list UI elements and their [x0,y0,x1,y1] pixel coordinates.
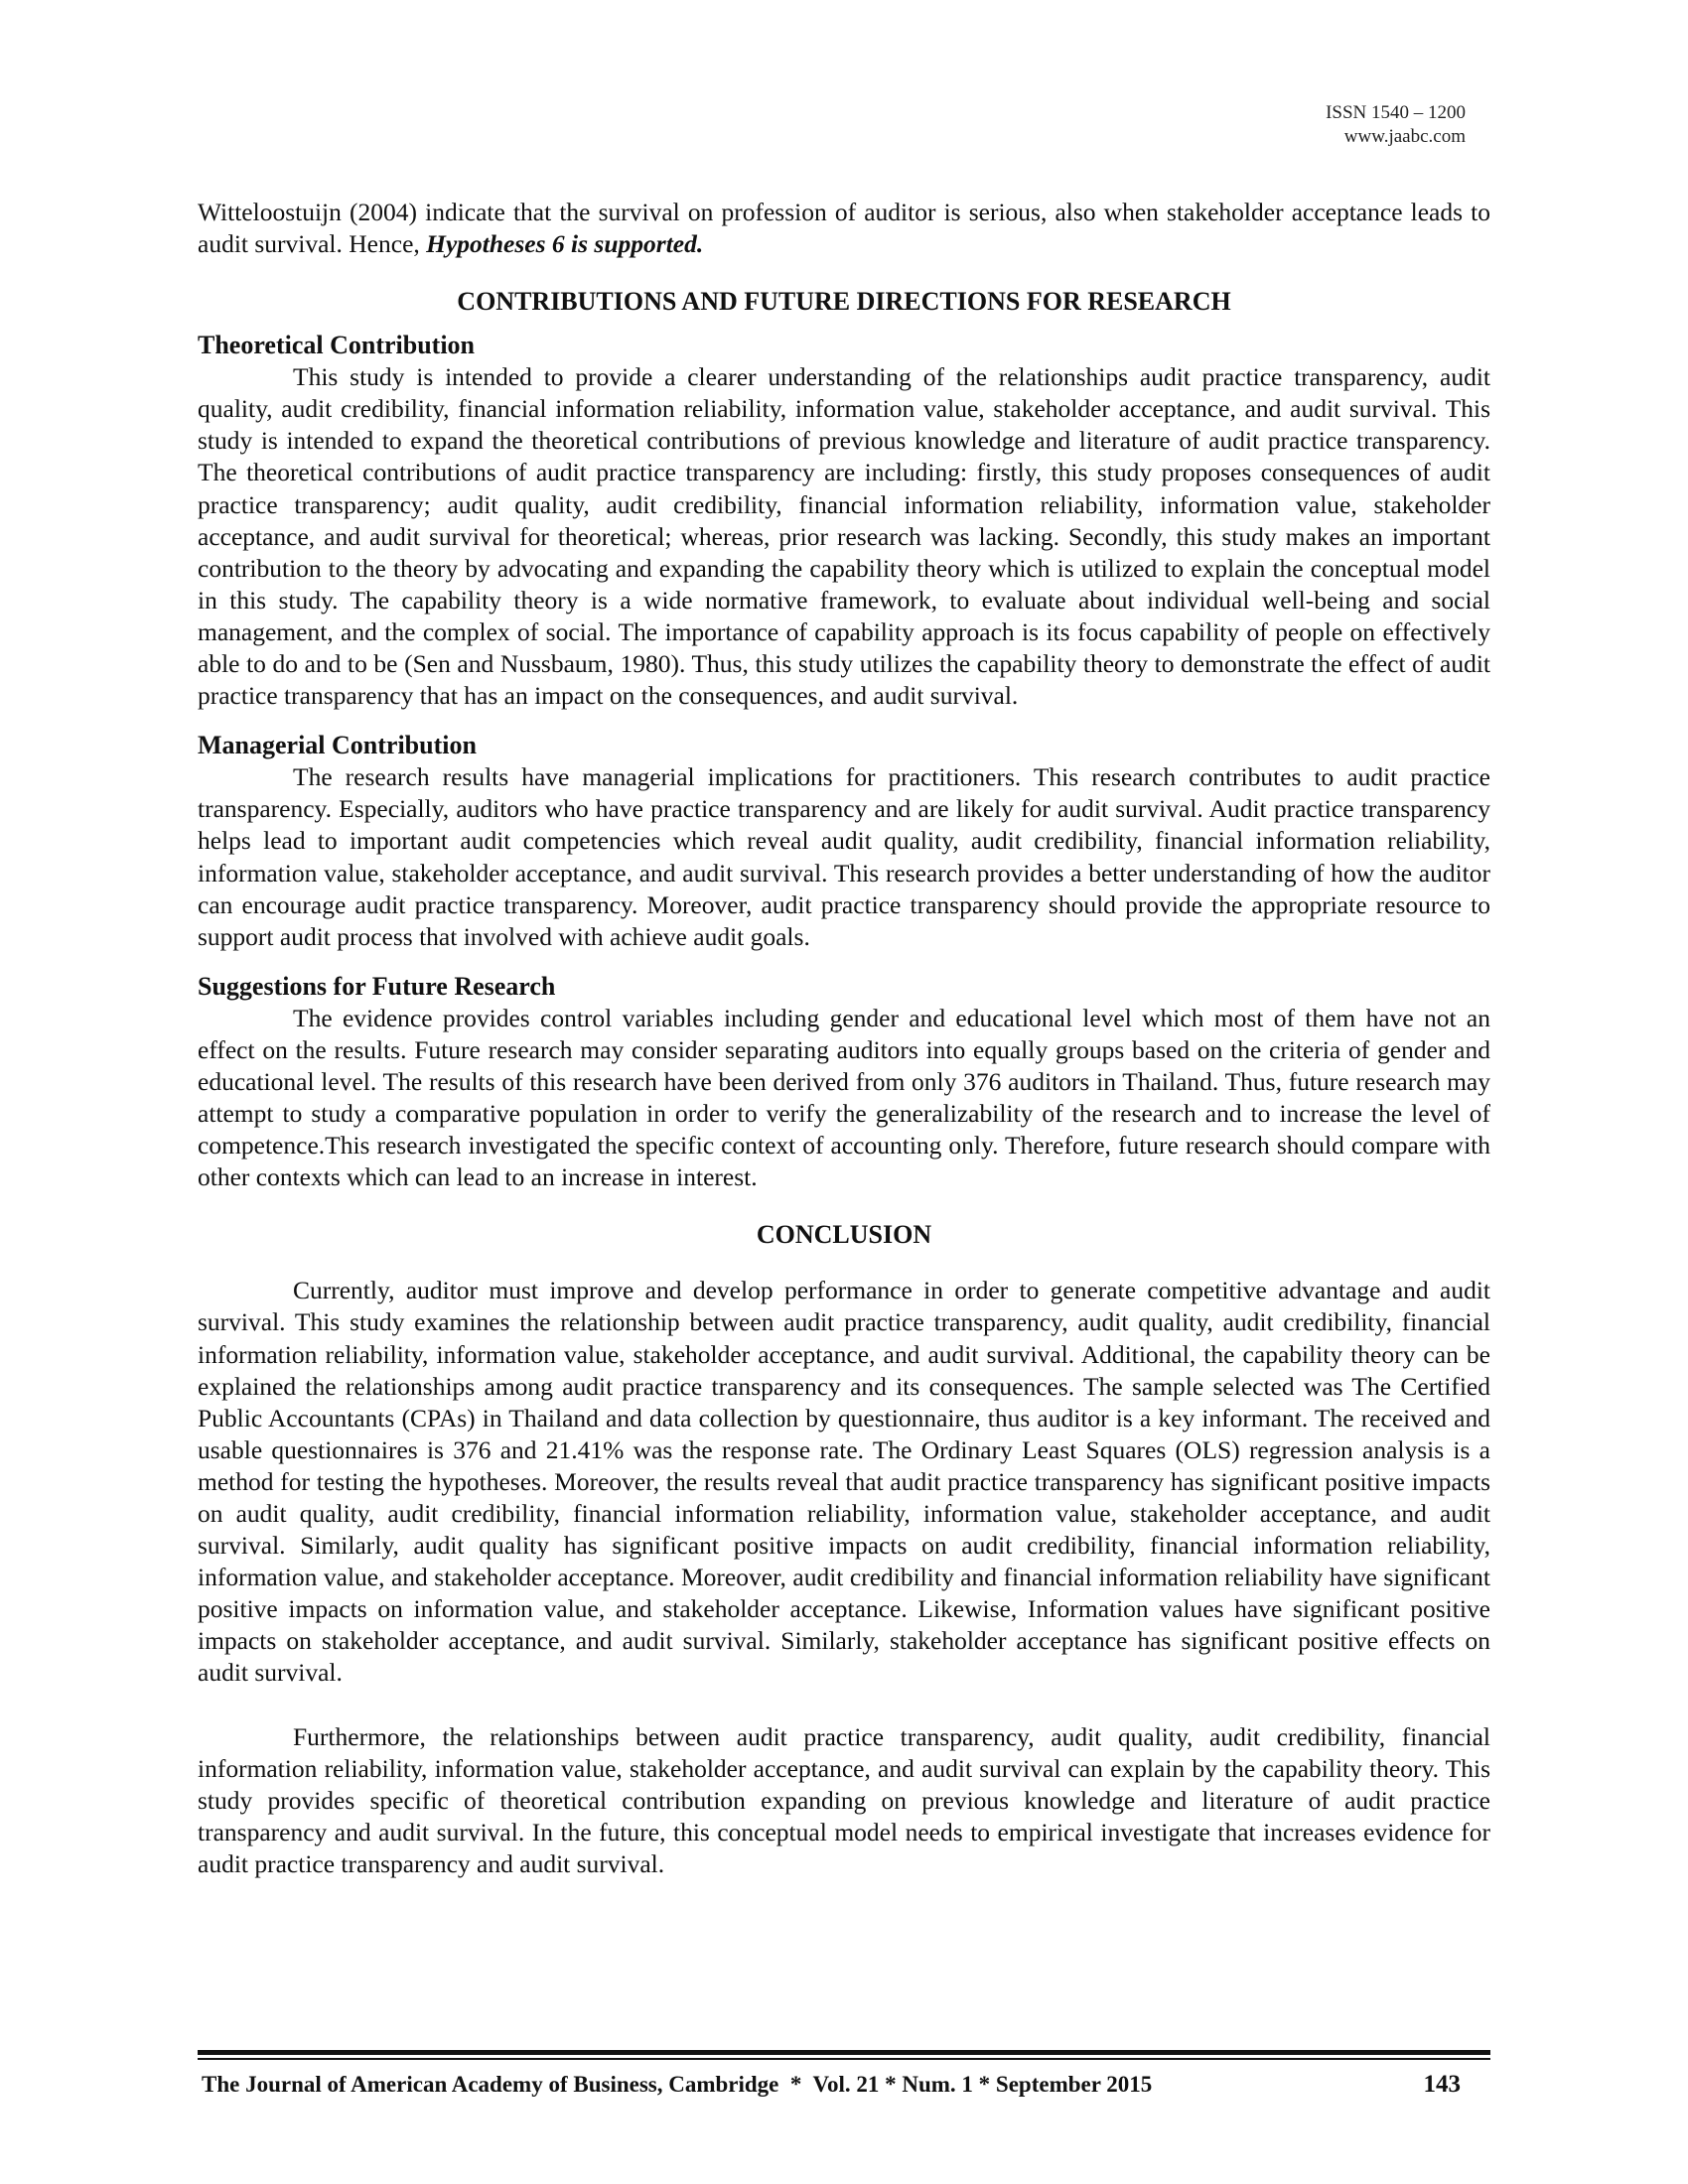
future-research-paragraph: The evidence provides control variables including gender and educational level which most of them have not an effect on the results. Future research may consider separating auditors into equally groups based on the criteria of gender and educational level. The results of this research have been derived from only 376 auditors in Thailand. Thus, future research may attempt to study a comparative population in order to verify the generalizability of the research and to increase the level of competence.This research investigated the specific context of accounting only. Therefore, future research should compare with other contexts which can lead to an increase in interest. [198,1003,1490,1192]
conclusion-paragraph-1: Currently, auditor must improve and develop performance in order to generate competitive advantage and audit survival. This study examines the relationship between audit practice transparency, audit quality, audit credibility, financial information reliability, information value, stakeholder acceptance, and audit survival. Additional, the capability theory can be explained the relationships among audit practice transparency and its consequences. The sample selected was The Certified Public Accountants (CPAs) in Thailand and data collection by questionnaire, thus auditor is a key informant. The received and usable questionnaires is 376 and 21.41% was the response rate. The Ordinary Least Squares (OLS) regression analysis is a method for testing the hypotheses. Moreover, the results reveal that audit practice transparency has significant positive impacts on audit quality, audit credibility, financial information reliability, information value, stakeholder acceptance, and audit survival. Similarly, audit quality has significant positive impacts on audit credibility, financial information reliability, information value, and stakeholder acceptance. Moreover, audit credibility and financial information reliability have significant positive impacts on information value, and stakeholder acceptance. Likewise, Information values have significant positive impacts on stakeholder acceptance, and audit survival. Similarly, stakeholder acceptance has significant positive effects on audit survival. [198,1276,1490,1688]
page-number: 143 [1423,2071,1461,2098]
intro-paragraph [198,197,1490,260]
theoretical-paragraph: This study is intended to provide a clearer understanding of the relationships audit practice transparency, audit quality, audit credibility, financial information reliability, information value, stakeholder acceptance, and audit survival. This study is intended to expand the theoretical contributions of previous knowledge and literature of audit practice transparency. The theoretical contributions of audit practice transparency are including: firstly, this study proposes consequences of audit practice transparency; audit quality, audit credibility, financial information reliability, information value, stakeholder acceptance, and audit survival for theoretical; whereas, prior research was lacking. Secondly, this study makes an important contribution to the theory by advocating and expanding the capability theory which is utilized to explain the conceptual model in this study. The capability theory is a wide normative framework, to evaluate about individual well-being and social management, and the complex of social. The importance of capability approach is its focus capability of people on effectively able to do and to be (Sen and Nussbaum, 1980). Thus, this study utilizes the capability theory to demonstrate the effect of audit practice transparency that has an impact on the consequences, and audit survival. [198,362,1490,711]
subheading-managerial: Managerial Contribution [198,731,477,760]
section-heading-conclusion: CONCLUSION [756,1220,932,1250]
intro-text: Witteloostuijn (2004) indicate that the survival on profession of auditor is serious, also when stakeholder acceptance leads to audit survival. Hence, [198,198,1490,259]
body-text [198,197,1490,1880]
footer-rule-thick [198,2050,1490,2055]
managerial-paragraph: The research results have managerial implications for practitioners. This research contributes to audit practice transparency. Especially, auditors who have practice transparency and are likely for audit survival. Audit practice transparency helps lead to important audit competencies which reveal audit quality, audit credibility, financial information reliability, information value, stakeholder acceptance, and audit survival. This research provides a better understanding of how the auditor can encourage audit practice transparency. Moreover, audit practice transparency should provide the appropriate resource to support audit process that involved with achieve audit goals. [198,762,1490,951]
issn-text: ISSN 1540 – 1200 [1326,102,1466,123]
footer-rule-thin [198,2058,1490,2060]
hypothesis-emphasis: Hypotheses 6 is supported. [426,229,704,259]
subheading-theoretical: Theoretical Contribution [198,331,476,360]
subheading-future-research: Suggestions for Future Research [198,971,556,1001]
conclusion-paragraph-2: Furthermore, the relationships between audit practice transparency, audit quality, audit credibility, financial information reliability, information value, stakeholder acceptance, and audit survival can explain by the capability theory. This study provides specific of theoretical contribution expanding on previous knowledge and literature of audit practice transparency and audit survival. In the future, this conceptual model needs to empirical investigate that increases evidence for audit practice transparency and audit survival. [198,1721,1490,1878]
running-header [1326,101,1466,149]
section-heading-contributions: CONTRIBUTIONS AND FUTURE DIRECTIONS FOR RESEARCH [457,287,1231,317]
page-footer [198,2068,1490,2102]
footer-journal-citation: The Journal of American Academy of Business, Cambridge * Vol. 21 * Num. 1 * September 2015 [202,2072,1153,2097]
website-text: www.jaabc.com [1343,126,1466,147]
